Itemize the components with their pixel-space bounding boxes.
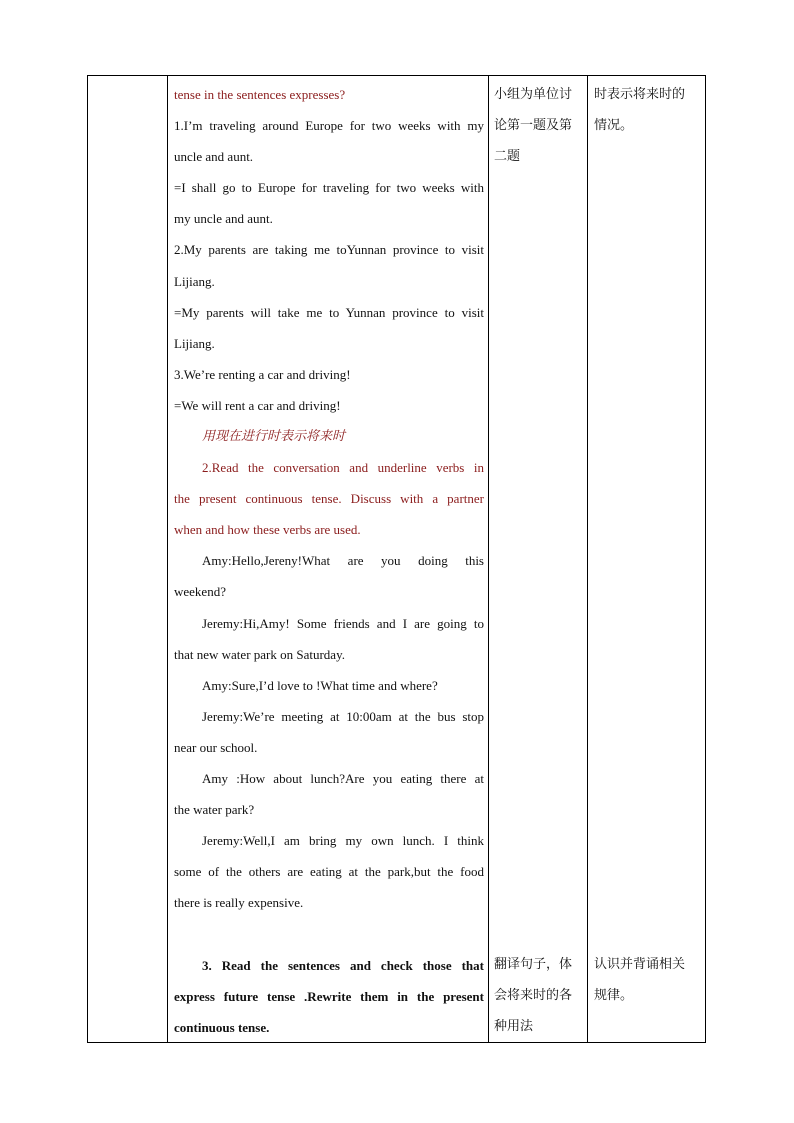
activity-a-line-3: 二题 — [494, 149, 521, 164]
sentence-3-rewrite: =We will rent a car and driving! — [174, 397, 341, 413]
sentence-3: 3.We’re renting a car and driving! — [174, 366, 351, 382]
sentence-2-line-1: 2.My parents are taking me toYunnan province to visit — [174, 242, 484, 258]
dialogue-line-6b: some of the others are eating at the park,but the food — [174, 864, 484, 880]
lesson-table — [87, 75, 706, 1043]
dialogue-line-3: Amy:Sure,I’d love to !What time and where? — [202, 677, 438, 693]
student-activity-cell — [494, 79, 584, 1042]
activity-a-line-2: 论第一题及第 — [494, 118, 573, 133]
sentence-1-rewrite-line-2: my uncle and aunt. — [174, 211, 273, 227]
sentence-2-rewrite-line-2: Lijiang. — [174, 335, 215, 351]
dialogue-line-6c: there is really expensive. — [174, 895, 304, 911]
question-3-line-2: express future tense .Rewrite them in the present — [174, 988, 484, 1004]
dialogue-line-2b: that new water park on Saturday. — [174, 646, 345, 662]
dialogue-line-5b: the water park? — [174, 802, 255, 818]
question-2-line-3: when and how these verbs are used. — [174, 522, 361, 538]
activity-b-line-3: 种用法 — [494, 1019, 534, 1034]
sentence-1-rewrite-line-1: =I shall go to Europe for traveling for two weeks with — [174, 180, 484, 196]
question-2-line-2: the present continuous tense. Discuss with a partner — [174, 491, 484, 507]
sentence-1-line-2: uncle and aunt. — [174, 149, 254, 165]
dialogue-line-1b: weekend? — [174, 584, 226, 600]
activity-b-line-2: 会将来时的各 — [494, 988, 573, 1003]
intent-a-line-2: 情况。 — [594, 118, 634, 133]
dialogue-line-1a: Amy:Hello,Jereny!What are you doing this — [202, 553, 484, 569]
question-2-line-1: 2.Read the conversation and underline verbs in — [202, 460, 484, 476]
dialogue-line-6a: Jeremy:Well,I am bring my own lunch. I think — [202, 833, 484, 849]
spacer — [174, 918, 484, 949]
question-3-line-3: continuous tense. — [174, 1019, 270, 1035]
intent-b-line-2: 规律。 — [594, 988, 634, 1003]
intent-a-line-1: 时表示将来时的 — [594, 87, 686, 102]
dialogue-line-2a: Jeremy:Hi,Amy! Some friends and I are going to — [202, 615, 484, 631]
activity-b-line-1: 翻译句子，体 — [494, 957, 573, 972]
sentence-2-rewrite-line-1: =My parents will take me to Yunnan province to visit — [174, 304, 484, 320]
column-divider — [488, 76, 489, 1042]
question-1-continuation: tense in the sentences expresses? — [174, 87, 346, 102]
teaching-content-cell — [174, 79, 484, 1043]
dialogue-line-5a: Amy :How about lunch?Are you eating there at — [202, 770, 484, 786]
column-divider — [587, 76, 588, 1042]
activity-a-line-1: 小组为单位讨 — [494, 87, 573, 102]
grammar-note: 用现在进行时表示将来时 — [202, 429, 346, 445]
design-intent-cell — [594, 79, 702, 1011]
column-divider — [167, 76, 168, 1042]
question-3-line-1: 3. Read the sentences and check those that — [202, 957, 484, 973]
dialogue-line-4b: near our school. — [174, 739, 258, 755]
dialogue-line-4a: Jeremy:We’re meeting at 10:00am at the bus stop — [202, 708, 484, 724]
sentence-2-line-2: Lijiang. — [174, 273, 215, 289]
sentence-1-line-1: 1.I’m traveling around Europe for two weeks with my — [174, 118, 484, 134]
intent-b-line-1: 认识并背诵相关 — [594, 957, 686, 972]
